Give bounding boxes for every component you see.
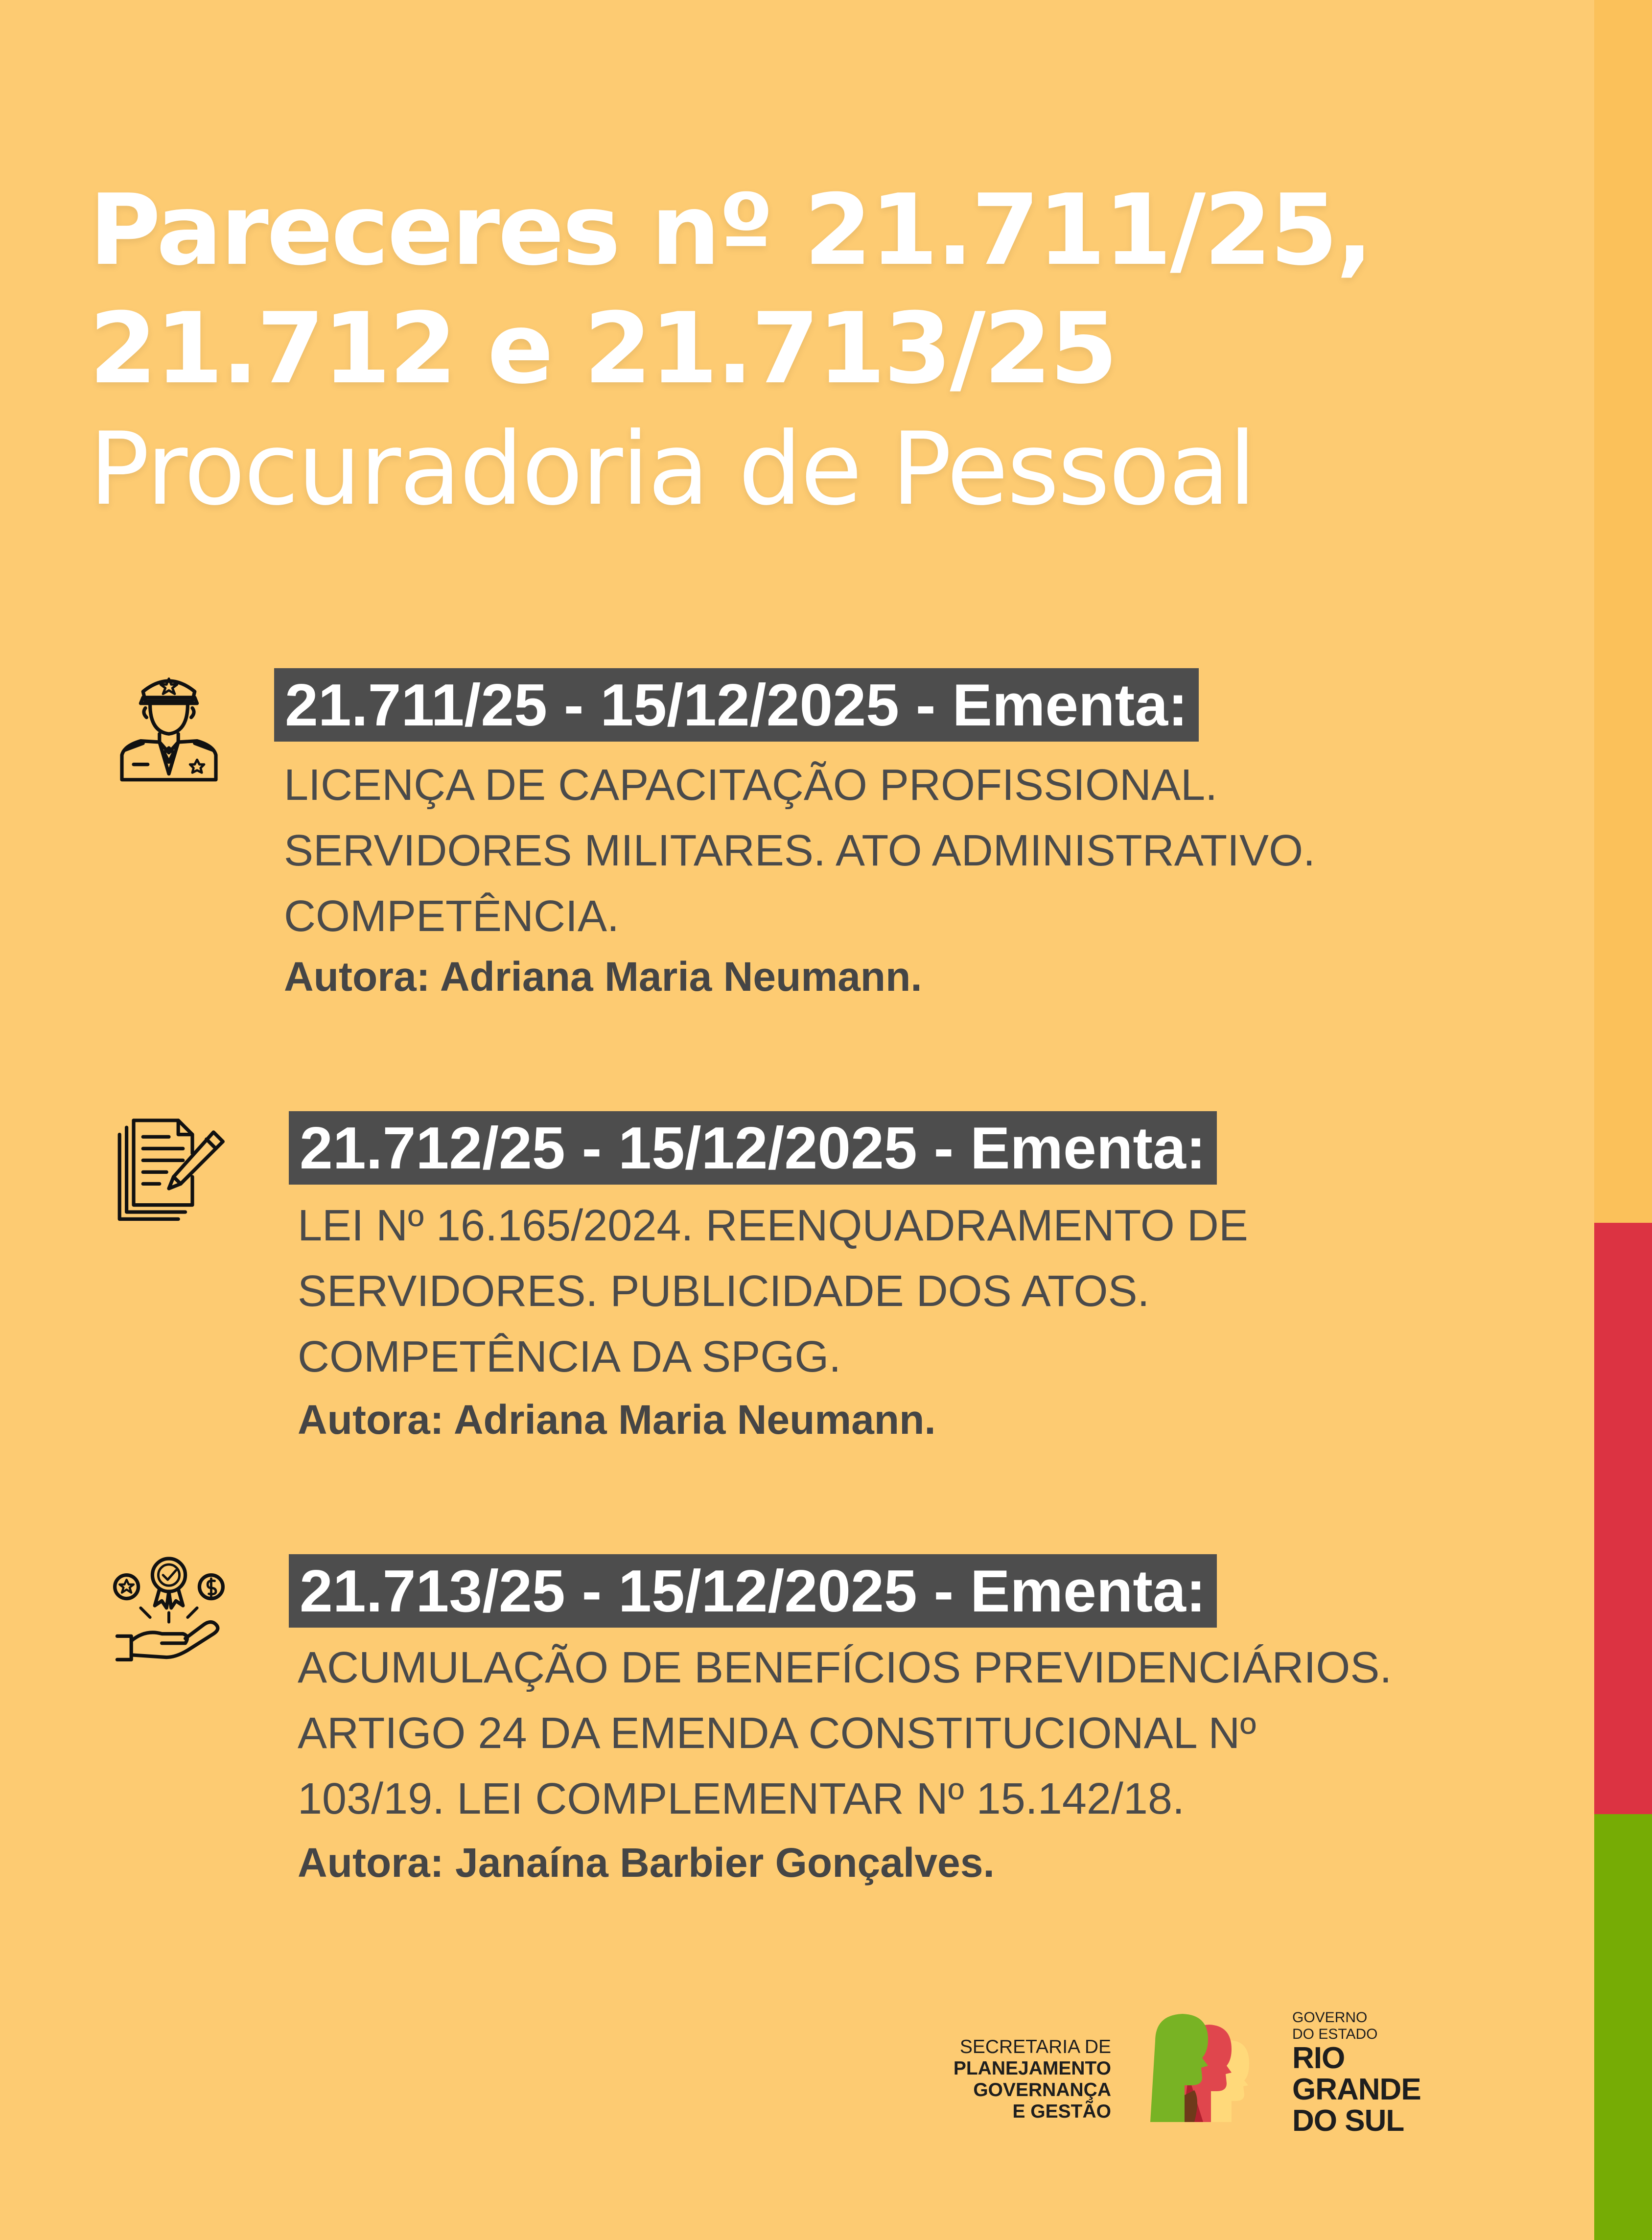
benefits-hand-icon: [110, 1547, 228, 1664]
gov-line-3: RIO: [1292, 2041, 1345, 2075]
spgg-logo-text: [954, 2036, 1111, 2123]
gov-line-4: GRANDE: [1292, 2073, 1421, 2106]
spgg-line-4: E GESTÃO: [1012, 2101, 1111, 2122]
entry-heading: 21.711/25 - 15/12/2025 - Ementa:: [274, 668, 1199, 742]
spgg-line-2: PLANEJAMENTO: [953, 2058, 1111, 2079]
side-stripe-red: [1594, 1223, 1652, 1814]
summary-line: LEI Nº 16.165/2024. REENQUADRAMENTO DE: [298, 1201, 1248, 1250]
entry-summary: [298, 1635, 1392, 1832]
rs-government-emblem-icon: [1136, 2012, 1268, 2129]
entry-summary: [284, 752, 1315, 949]
spgg-line-3: GOVERNANÇA: [973, 2079, 1111, 2100]
title-line-3: Procuradoria de Pessoal: [89, 411, 1255, 528]
document-sign-icon: [110, 1106, 228, 1224]
entry-author: Autora: Adriana Maria Neumann.: [284, 954, 922, 1000]
title-line-1: Pareceres nº 21.711/25,: [89, 173, 1372, 287]
page-title: [89, 171, 1372, 531]
entry-author: Autora: Adriana Maria Neumann.: [298, 1397, 936, 1443]
rs-government-logo-text: [1292, 2009, 1421, 2137]
footer-logos: [953, 1997, 1449, 2144]
summary-line: ARTIGO 24 DA EMENDA CONSTITUCIONAL Nº: [298, 1709, 1256, 1758]
title-line-2: 21.712 e 21.713/25: [89, 292, 1116, 406]
summary-line: SERVIDORES MILITARES. ATO ADMINISTRATIVO.: [284, 826, 1316, 875]
entry-summary: [298, 1193, 1248, 1390]
summary-line: COMPETÊNCIA.: [284, 892, 620, 941]
entry-heading: 21.713/25 - 15/12/2025 - Ementa:: [289, 1554, 1217, 1628]
gov-line-5: DO SUL: [1292, 2104, 1404, 2138]
entry-heading: 21.712/25 - 15/12/2025 - Ementa:: [289, 1111, 1217, 1185]
summary-line: 103/19. LEI COMPLEMENTAR Nº 15.142/18.: [298, 1774, 1185, 1823]
summary-line: COMPETÊNCIA DA SPGG.: [298, 1332, 841, 1381]
gov-line-2: DO ESTADO: [1292, 2026, 1378, 2042]
summary-line: SERVIDORES. PUBLICIDADE DOS ATOS.: [298, 1267, 1150, 1316]
entry-author: Autora: Janaína Barbier Gonçalves.: [298, 1840, 995, 1886]
gov-line-1: GOVERNO: [1292, 2009, 1368, 2026]
spgg-line-1: SECRETARIA DE: [959, 2036, 1111, 2057]
side-stripe-yellow: [1594, 0, 1652, 1223]
summary-line: LICENÇA DE CAPACITAÇÃO PROFISSIONAL.: [284, 761, 1218, 810]
summary-line: ACUMULAÇÃO DE BENEFÍCIOS PREVIDENCIÁRIOS.: [298, 1643, 1392, 1692]
police-officer-icon: [110, 666, 228, 783]
side-stripe-green: [1594, 1814, 1652, 2240]
